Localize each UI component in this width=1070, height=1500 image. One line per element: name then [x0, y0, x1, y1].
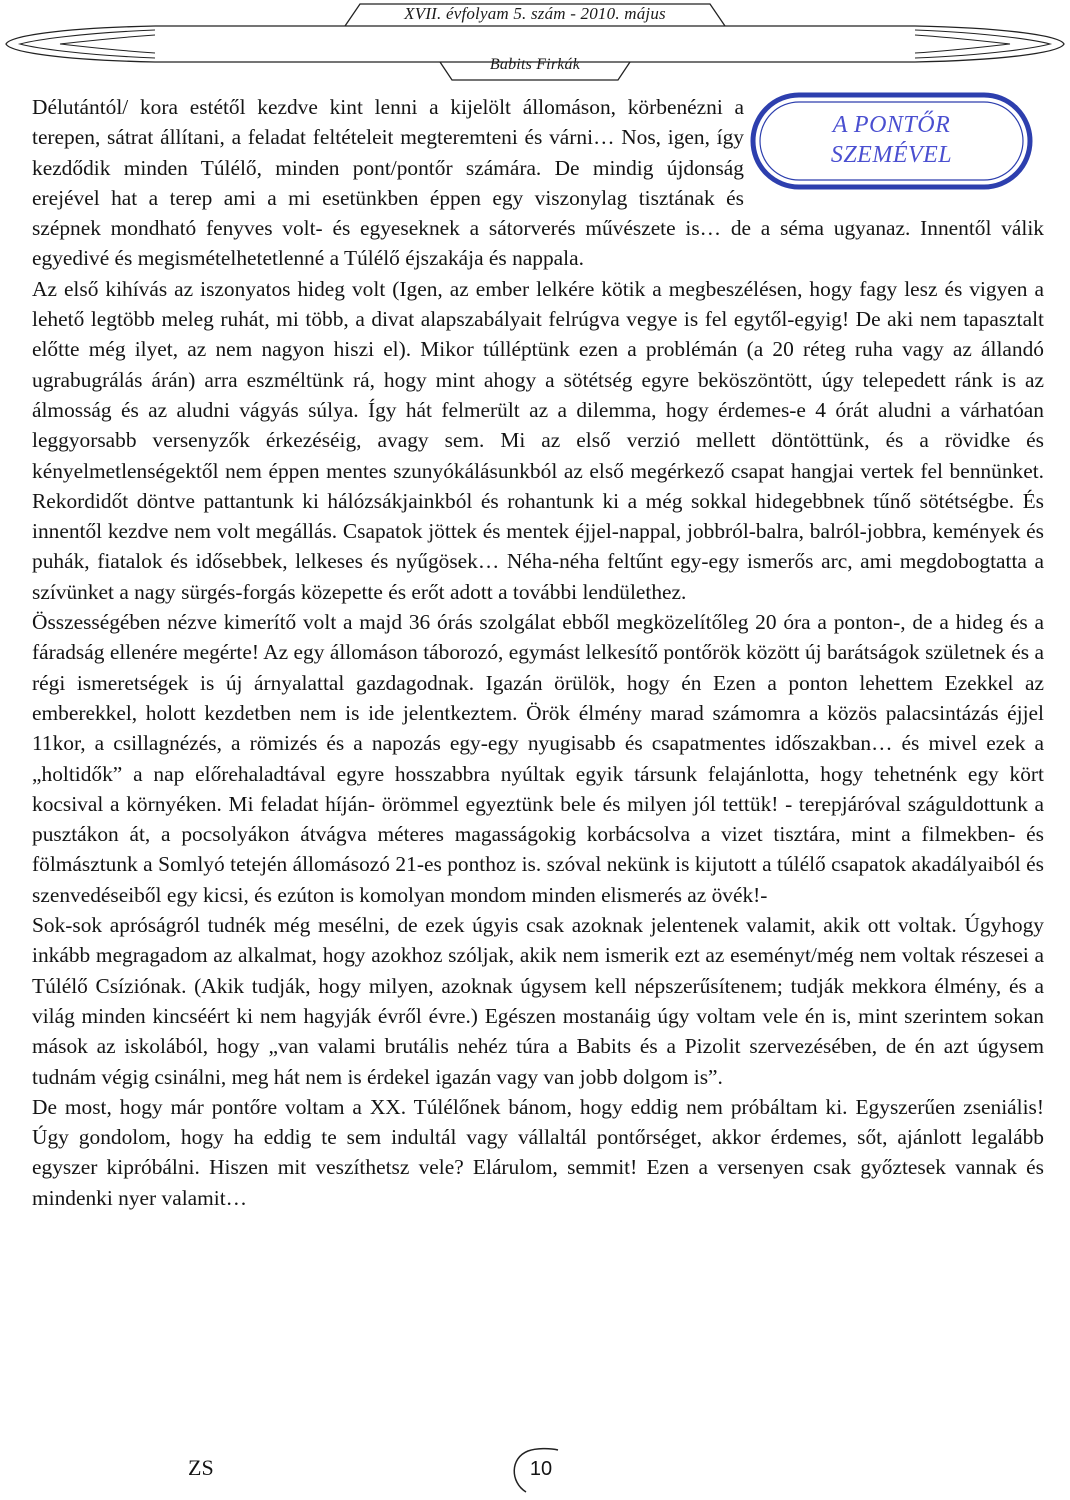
article-paragraph: De most, hogy már pontőre voltam a XX. Túlélőnek bánom, hogy eddig nem próbáltam ki. Egyszerűen zseniális! Úgy gondolom, hogy ha eddig te sem indultál vagy vállaltál pontőrséget, akkor érdemes, sőt, ajánlott legalább egyszer kipróbálni. Hiszen mit veszíthetsz vele? Elárulom, semmit! Ezen a versenyen csak győztesek vannak és mindenki nyer valamit…: [32, 1094, 1044, 1210]
issue-line: XVII. évfolyam 5. szám - 2010. május: [404, 4, 666, 23]
header-banner: [0, 0, 1070, 84]
badge-spacer: [744, 92, 1044, 198]
article-body: [32, 92, 1044, 1213]
badge-line-2: SZEMÉVEL: [830, 142, 953, 168]
article-paragraph: Délutántól/ kora estétől kezdve kint lenni a kijelölt állomáson, körbenézni a terepen, sátrat állítani, a feladat feltételeit megteremteni és várni… Nos, igen, így kezdődik minden Túlélő, minden pont/pontőr számára. De mindig újdonság erejével hat a terep ami a mi esetünkben éppen egy viszonylag tisztának és szépnek mondható fenyves volt- és egyeseknek a sátorverés művészete is… de a séma ugyanaz. Innentől válik egyedivé és megismételhetetlenné a Túlélő éjszakája és nappala.: [32, 95, 1044, 271]
article-paragraph: Sok-sok apróságról tudnék még mesélni, de ezek úgyis csak azoknak jelentenek valamit, akik ott voltak. Úgyhogy inkább megragadom az alkalmat, hogy azokhoz szóljak, akik nem ismerik ezt az eseményt/még nem voltak részesei a Túlélő Csíziónak. (Akik tudják, hogy milyen, azoknak úgysem kell népszerűsítenem; tudják mekkora élmény, és a világ minden kincséért ki nem hagyják évről évre.) Egészen mostanáig úgy voltam vele én is, mint szerintem sokan mások az iskolából, hogy „van valami brutális nehéz túra a Babits és a Pizolit szervezésében, de én azt úgysem tudnám végig csinálni, meg hát nem is érdekel igazán vagy van jobb dolgom is”.: [32, 913, 1044, 1089]
page-number-box: [506, 1446, 576, 1494]
article-paragraph: Az első kihívás az iszonyatos hideg volt (Igen, az ember lelkére kötik a megbeszélésen, hogy fagy lesz és vigyen a lehető legtöbb meleg ruhát, mi több, a divat alapszabályait felrúgva vegye is fel egytől-egyig! De aki nem tapasztalt előtte még ilyet, az nem nagyon hiszi el). Mikor túlléptünk ezen a problémán (a 20 réteg ruha vagy az állandó ugrabugrálás árán) arra eszméltünk rá, hogy mint ahogy a sötétség egyre beköszöntött, úgy telepedett ránk is az álmosság és az aludni vágyás súlya. Így hát felmerült az a dilemma, hogy érdemes-e 4 órát aludni a várhatóan leggyorsabb versenyzők érkezéséig, avagy sem. Mi az első verzió mellett döntöttünk, és a rövidke és kényelmetlenségektől nem éppen mentes szunyókálásunkból az első megérkező csapat hangjai vertek fel bennünket. Rekordidőt döntve pattantunk ki hálózsákjainkból és rohantunk ki a még sokkal hidegebbnek tűnő sötétségbe. És innentől kezdve nem volt megállás. Csapatok jöttek és mentek éjjel-nappal, jobbról-balra, balról-jobbra, kemények és puhák, fiatalok és idősebbek, lelkeses és nyűgösek… Néha-néha feltűnt egy-egy ismerős arc, ami megdobogtatta a szívünket a nagy sürgés-forgás közepette és erőt adott a további lendülethez.: [32, 276, 1044, 604]
badge-line-1: A PONTŐR: [832, 112, 951, 138]
author-signature: ZS: [188, 1455, 214, 1480]
publication-name: Babits Firkák: [489, 56, 581, 73]
article-paragraph: Összességében nézve kimerítő volt a majd 36 órás szolgálat ebből megközelítőleg 20 óra a ponton-, de a hideg és a fáradság ellenére megérte! Az egy állomáson táborozó, egymást lelkesítő pontőrök között új barátságok születnek és a régi ismeretségek is új árnyalattal gazdagodnak. Igazán örülök, hogy én Ezen a ponton lehettem Ezekkel az emberekkel, holott kezdetben nem is ide jelentkeztem. Örök élmény marad számomra a közös palacsintázás éjjel 11kor, a csillagnézés, a römizés és a napozás egy-egy nyugisabb és csapatmentes időszakban… és mivel ezek a „holtidők” a nap előrehaladtával egyre hosszabbra nyúltak egyik társunk felajánlotta, hogy tehetnénk egy kört kocsival a környéken. Mi feladat híján- örömmel egyeztünk bele és milyen jól tettük! - terepjáróval száguldottunk a pusztákon át, a pocsolyákon átvágva méteres magasságokig korbácsolva a vizet tisztára, mint a filmekben- és fölmásztunk a Somlyó tetején állomásozó 21-es ponthoz is. szóval nekünk is kijutott a túlélő csapatok akadályaiból és szenvedéseiből egy kicsi, és ezúton is komolyan mondom minden elismerés az övék!-: [32, 610, 1044, 907]
page-number: 10: [529, 1458, 553, 1480]
